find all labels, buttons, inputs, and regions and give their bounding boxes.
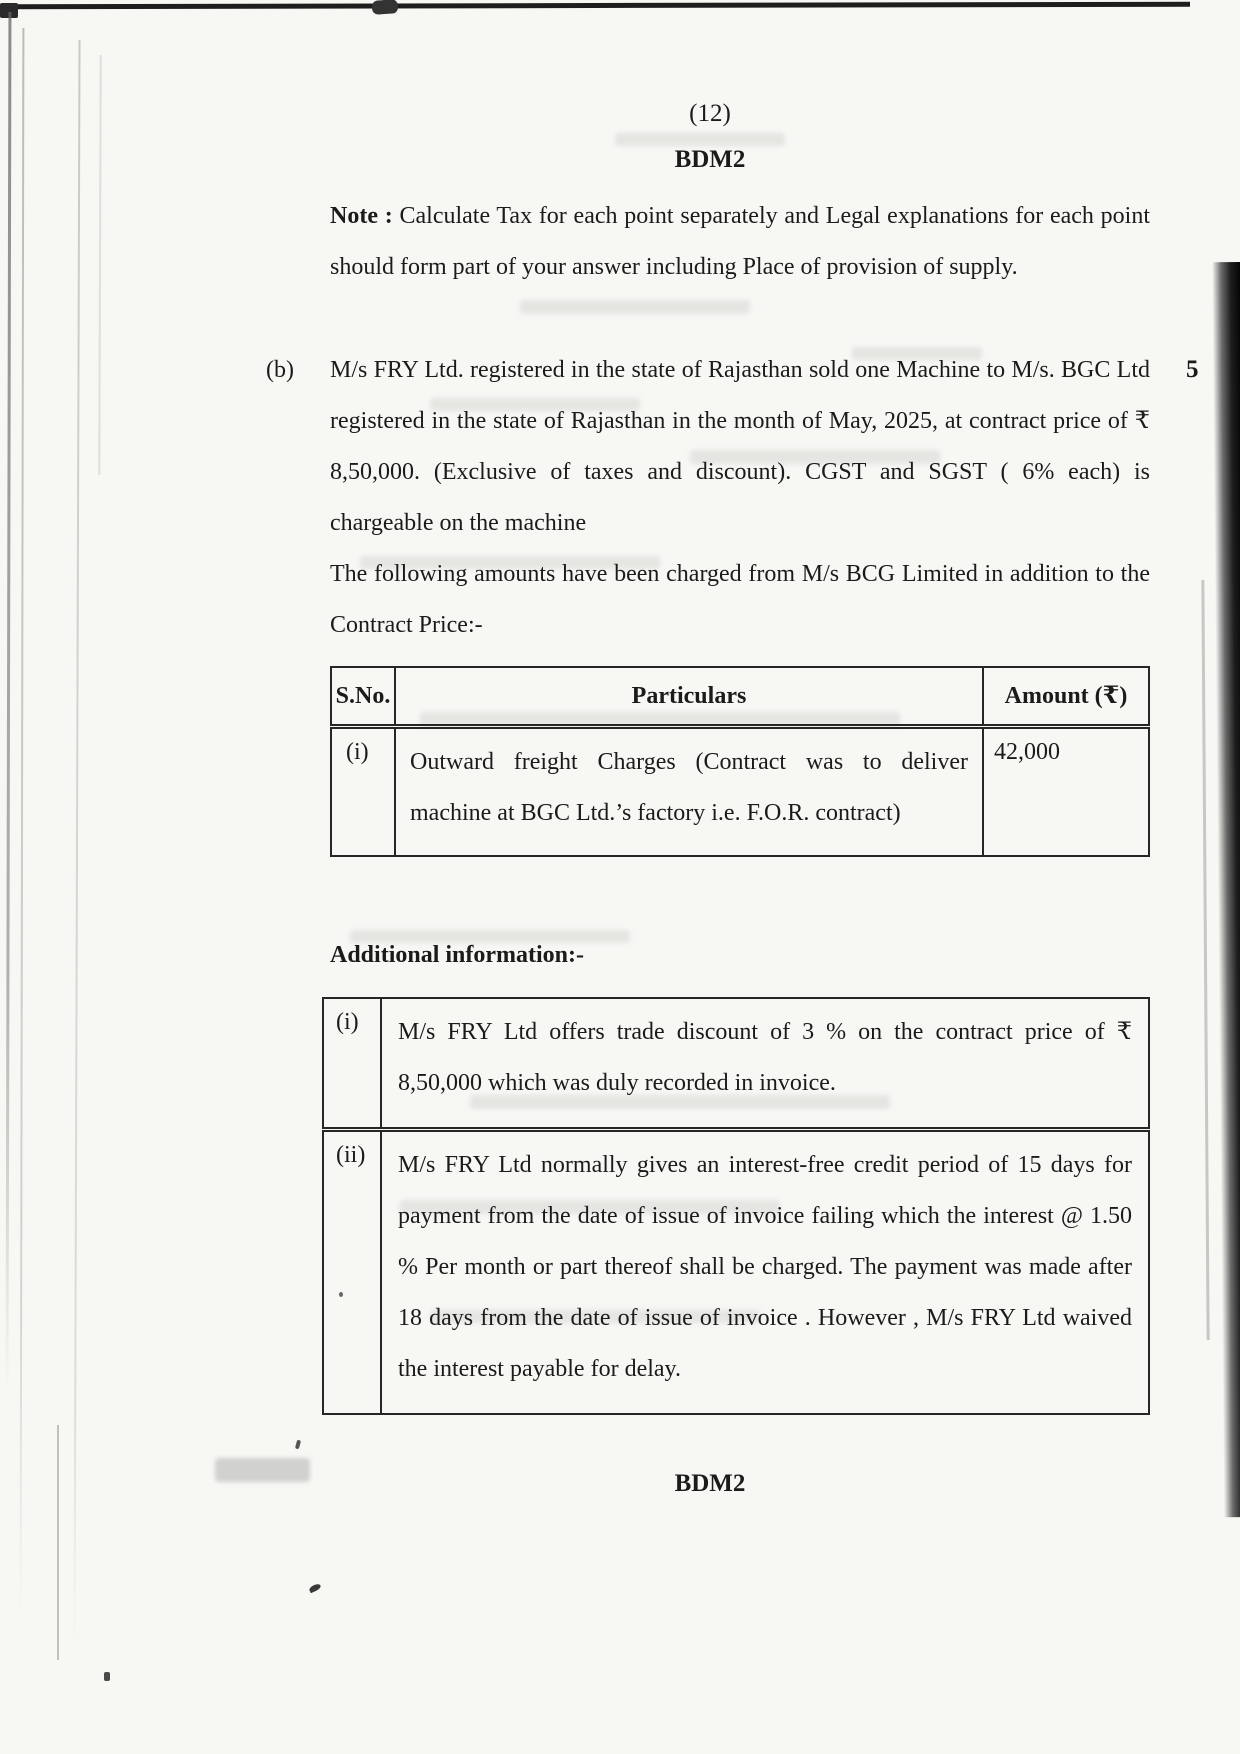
ink-speck <box>104 1672 110 1681</box>
charges-row-amount: 42,000 <box>983 727 1149 857</box>
bleed-through-smudge <box>615 133 785 146</box>
page-edge-line <box>57 1425 59 1660</box>
charges-row-particulars: Outward freight Charges (Contract was to deliver machine at BGC Ltd.’s factory i.e. F.O.R. contract) <box>395 727 983 857</box>
charges-header-particulars: Particulars <box>395 667 983 727</box>
page-number: (12) <box>689 100 731 127</box>
ink-speck <box>295 1440 301 1450</box>
table-row <box>323 998 1149 1130</box>
charges-header-amount: Amount (₹) <box>983 667 1149 727</box>
paper-code-top: BDM2 <box>674 146 746 173</box>
charges-table <box>330 666 1150 857</box>
question-b-body <box>330 345 1150 651</box>
spine-shadow-band <box>1212 262 1240 1517</box>
note-text: Calculate Tax for each point separately and Legal explanations for each point should form part of your answer including Place of provision of supply. <box>330 203 1151 280</box>
charges-row-sno: (i) <box>331 727 395 857</box>
spine-gray-line <box>1201 580 1209 1340</box>
table-row <box>331 727 1149 857</box>
table-row <box>323 1130 1149 1415</box>
additional-info-row-text: M/s FRY Ltd normally gives an interest-free credit period of 15 days for payment from the date of issue of invoice failing which the interest @ 1.50 % Per month or part thereof shall be charged. The payment was made after 18 days from the date of issue of invoice . However , M/s FRY Ltd waived the interest payable for delay. <box>381 1130 1149 1415</box>
bleed-through-smudge <box>520 300 750 314</box>
scan-top-left-blob <box>0 3 18 18</box>
charges-header-sno: S.No. <box>331 667 395 727</box>
ink-speck <box>308 1583 321 1594</box>
page-edge-line <box>98 55 101 475</box>
marks-badge: 5 <box>1186 356 1199 383</box>
page-edge-line <box>73 40 80 1650</box>
scan-top-blob <box>372 0 399 15</box>
page-edge-line <box>20 28 25 1618</box>
paper-code-bottom: BDM2 <box>674 1470 746 1497</box>
page-edge-line <box>6 12 12 1392</box>
question-b-paragraph-2: The following amounts have been charged from M/s BCG Limited in addition to the Contract Price:- <box>330 561 1150 638</box>
charges-table-header-row <box>331 667 1149 727</box>
additional-info-table <box>322 997 1150 1415</box>
additional-info-heading: Additional information:- <box>330 942 585 968</box>
note-label: Note : <box>330 203 393 229</box>
additional-info-row-sno: (ii) <box>323 1130 381 1415</box>
additional-info-row-sno: (i) <box>323 998 381 1130</box>
additional-info-row-text: M/s FRY Ltd offers trade discount of 3 % on the contract price of ₹ 8,50,000 which was duly recorded in invoice. <box>381 998 1149 1130</box>
question-b-label: (b) <box>266 357 294 383</box>
note-paragraph <box>330 191 1150 293</box>
scan-top-edge-line <box>10 2 1190 9</box>
question-b-paragraph-1: M/s FRY Ltd. registered in the state of Rajasthan sold one Machine to M/s. BGC Ltd registered in the state of Rajasthan in the month of May, 2025, at contract price of ₹ 8,50,000. (Exclusive of taxes and discount). CGST and SGST ( 6% each) is chargeable on the machine <box>330 357 1150 536</box>
